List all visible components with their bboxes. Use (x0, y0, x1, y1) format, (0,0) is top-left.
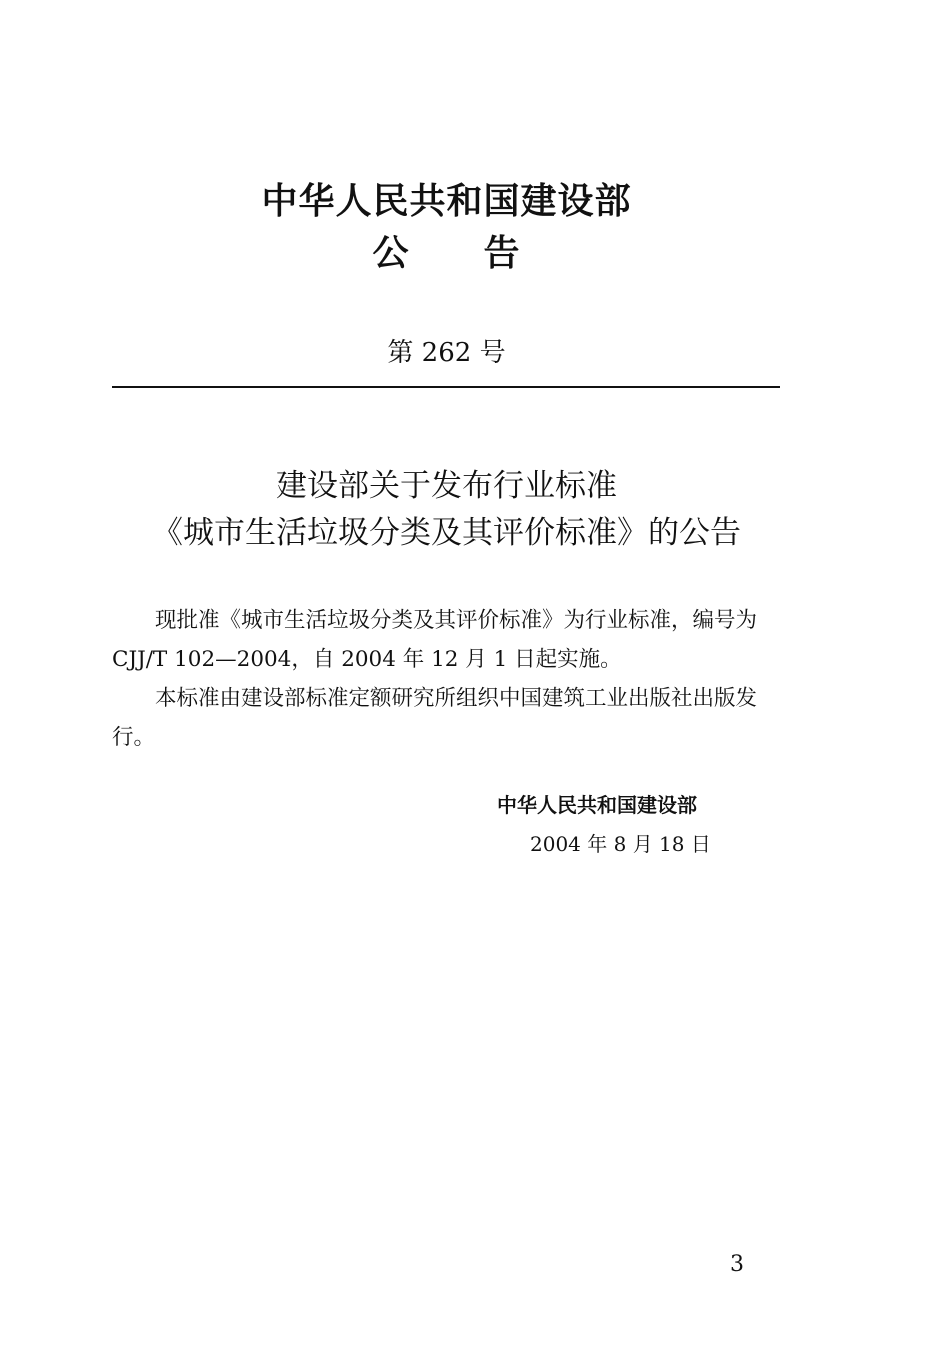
body-paragraph-approval: 现批准《城市生活垃圾分类及其评价标准》为行业标准，编号为 CJJ/T 102—2004，自 2004 年 12 月 1 日起实施。 (112, 608, 758, 672)
announcement-headline-line2: 《城市生活垃圾分类及其评价标准》的公告 (152, 515, 741, 551)
body-paragraph-publication: 本标准由建设部标准定额研究所组织中国建筑工业出版社出版发行。 (112, 686, 758, 750)
issuing-ministry-heading: 中华人民共和国建设部 (261, 181, 632, 222)
announcement-body (112, 601, 780, 757)
page-number: 3 (730, 1252, 744, 1277)
announcement-headline-line1: 建设部关于发布行业标准 (276, 468, 617, 504)
signature-date: 2004 年 8 月 18 日 (530, 832, 711, 856)
notice-title: 公 告 (372, 233, 521, 274)
signature-organization: 中华人民共和国建设部 (497, 793, 697, 817)
header-divider (112, 386, 780, 388)
notice-number: 第 262 号 (387, 338, 506, 368)
